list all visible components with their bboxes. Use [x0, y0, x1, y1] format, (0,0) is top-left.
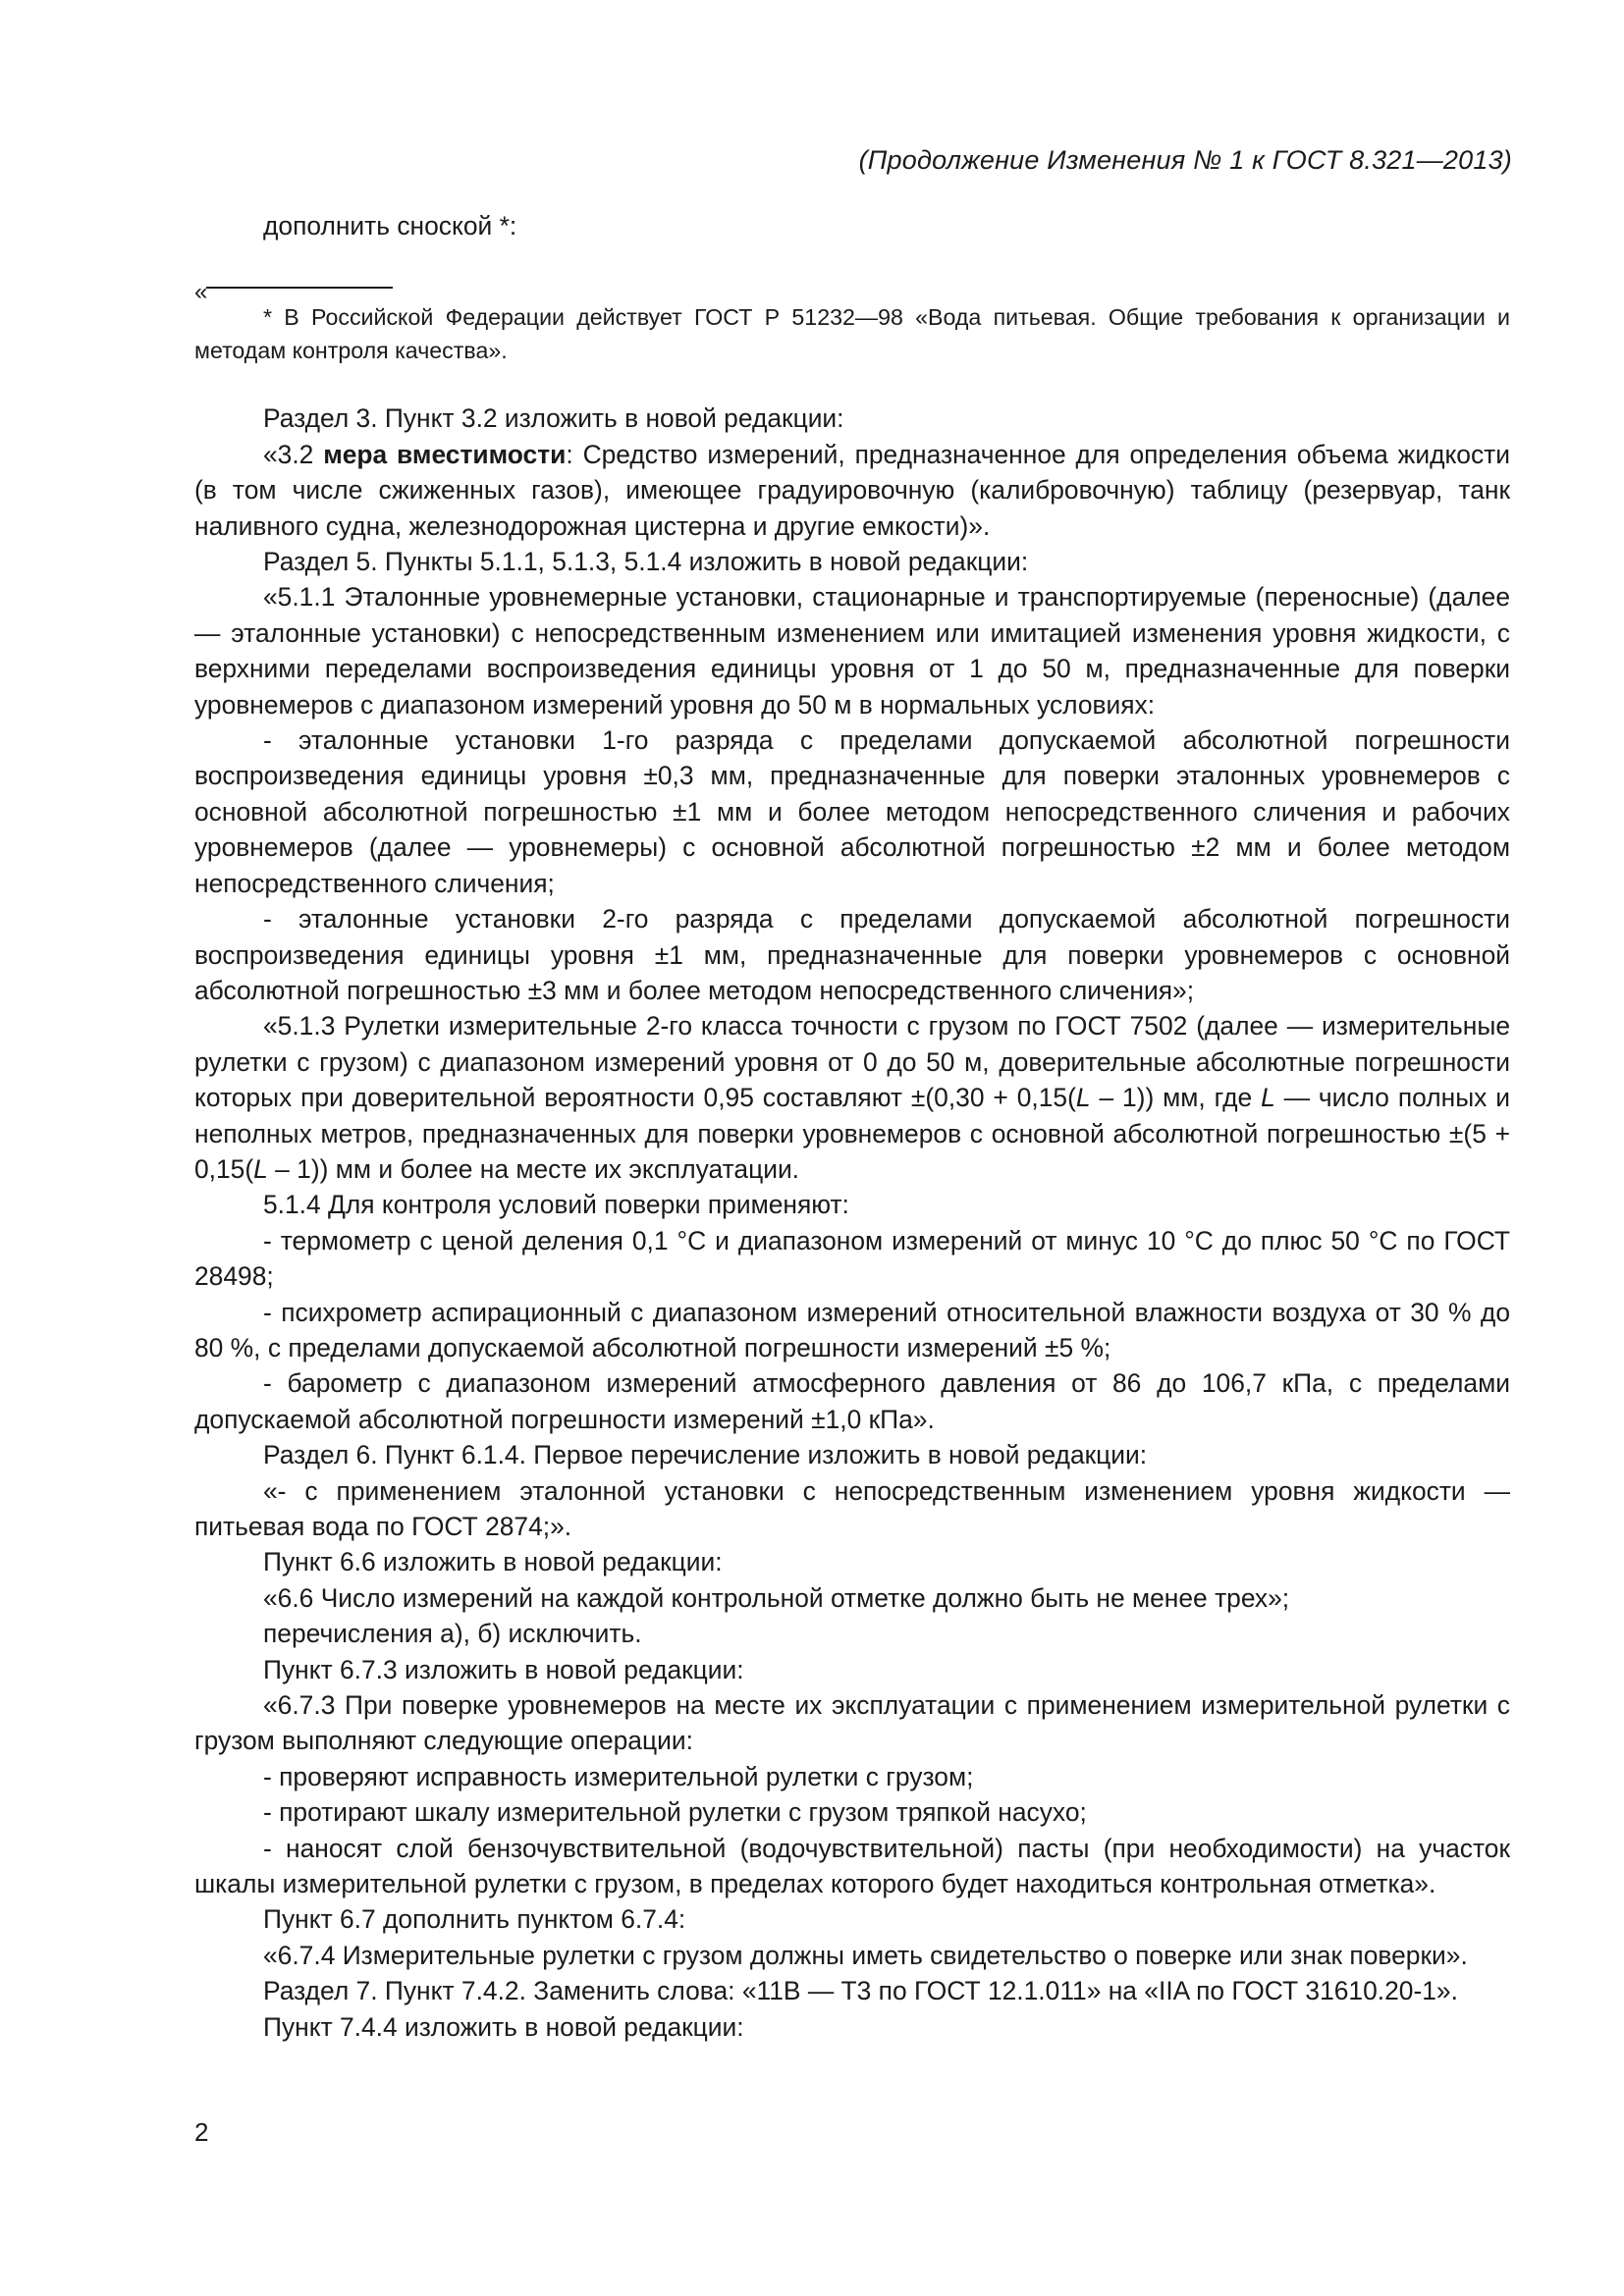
variable-l: L: [1075, 1083, 1091, 1113]
paragraph: Раздел 5. Пункты 5.1.1, 5.1.3, 5.1.4 изложить в новой редакции:: [263, 547, 1029, 577]
text-segment: — число полных и неполных метров, предназначенных для поверки уровнемеров с основной абсолютной погрешностью ±(5 + 0,15(: [194, 1083, 1511, 1184]
text-segment: – 1)) мм и более на месте их эксплуатации.: [267, 1153, 800, 1184]
paragraph: - термометр с ценой деления 0,1 °С и диапазоном измерений от минус 10 °С до плюс 50 °С по ГОСТ 28498;: [194, 1225, 1510, 1292]
paragraph: Пункт 6.7 дополнить пунктом 6.7.4:: [263, 1904, 686, 1935]
paragraph: Пункт 7.4.4 изложить в новой редакции:: [263, 2011, 744, 2042]
paragraph: - наносят слой бензочувствительной (водочувствительной) пасты (при необходимости) на участок шкалы измерительной рулетки с грузом, в пределах которого будет находиться контрольная отметка».: [194, 1833, 1510, 1899]
continuation-header: (Продолжение Изменения № 1 к ГОСТ 8.321—2013): [858, 145, 1512, 175]
paragraph: «5.1.1 Эталонные уровнемерные установки, стационарные и транспортируемые (переносные) (далее — эталонные установки) с непосредственным изменением или имитацией изменения уровня жидкости, с верхними переделами воспроизведения единицы уровня от 1 до 50 м, предназначенные для поверки уровнемеров с диапазоном измерений уровня до 50 м в нормальных условиях:: [194, 582, 1510, 720]
footnote-rule: [206, 287, 393, 289]
paragraph-definition: [194, 437, 1510, 544]
variable-l: L: [253, 1153, 268, 1184]
paragraph: Раздел 3. Пункт 3.2 изложить в новой редакции:: [263, 403, 844, 434]
paragraph: Пункт 6.6 изложить в новой редакции:: [263, 1547, 723, 1577]
paragraph: «6.6 Число измерений на каждой контрольной отметке должно быть не менее трех»;: [263, 1582, 1290, 1613]
variable-l: L: [1261, 1083, 1275, 1113]
paragraph: - эталонные установки 2-го разряда с пределами допускаемой абсолютной погрешности воспроизведения единицы уровня ±1 мм, предназначенные для поверки уровнемеров с основной абсолютной погрешностью ±3 мм и более методом непосредственного сличения»;: [194, 904, 1510, 1005]
footnote-quote-mark: «: [194, 279, 208, 306]
page-number: 2: [194, 2117, 209, 2147]
definition-term: мера вместимости: [323, 439, 567, 469]
paragraph-formula: [194, 1008, 1510, 1187]
paragraph: - психрометр аспирационный с диапазоном измерений относительной влажности воздуха от 30 % до 80 %, с пределами допускаемой абсолютной погрешности измерений ±5 %;: [194, 1297, 1510, 1362]
paragraph: Пункт 6.7.3 изложить в новой редакции:: [263, 1654, 744, 1684]
paragraph: Раздел 6. Пункт 6.1.4. Первое перечисление изложить в новой редакции:: [263, 1440, 1148, 1470]
paragraph: «- с применением эталонной установки с непосредственным изменением уровня жидкости — питьевая вода по ГОСТ 2874;».: [194, 1475, 1510, 1541]
paragraph: «6.7.3 При поверке уровнемеров на месте их эксплуатации с применением измерительной рулетки с грузом выполняют следующие операции:: [194, 1690, 1510, 1756]
footnote-text: * В Российской Федерации действует ГОСТ Р 51232—98 «Вода питьевая. Общие требования к организации и методам контроля качества».: [194, 304, 1510, 364]
text-segment: – 1)) мм, где: [1090, 1083, 1262, 1113]
document-body: [194, 208, 1510, 2045]
paragraph: Раздел 7. Пункт 7.4.2. Заменить слова: «11В — Т3 по ГОСТ 12.1.011» на «IIA по ГОСТ 31610.20-1».: [263, 1976, 1458, 2006]
paragraph: «6.7.4 Измерительные рулетки с грузом должны иметь свидетельство о поверке или знак поверки».: [263, 1940, 1468, 1970]
paragraph: - проверяют исправность измерительной рулетки с грузом;: [263, 1761, 974, 1791]
footnote-block: [194, 279, 1510, 367]
paragraph: перечисления а), б) исключить.: [263, 1619, 642, 1649]
paragraph: 5.1.4 Для контроля условий поверки применяют:: [263, 1190, 849, 1220]
footnote-intro: дополнить сноской *:: [263, 211, 517, 240]
paragraph: - эталонные установки 1-го разряда с пределами допускаемой абсолютной погрешности воспроизведения единицы уровня ±0,3 мм, предназначенные для поверки эталонных уровнемеров с основной абсолютной погрешностью ±1 мм и более методом непосредственного сличения и рабочих уровнемеров (далее — уровнемеры) с основной абсолютной погрешностью ±2 мм и более методом непосредственного сличения;: [194, 725, 1510, 898]
text-segment: «5.1.3 Рулетки измерительные 2-го класса точности с грузом по ГОСТ 7502 (далее — измерительные рулетки с грузом) с диапазоном измерений уровня от 0 до 50 м, доверительные абсолютные погрешности которых при доверительной вероятности 0,95 составляют ±(0,30 + 0,15(: [194, 1011, 1510, 1113]
paragraph: - протирают шкалу измерительной рулетки с грузом тряпкой насухо;: [263, 1797, 1087, 1828]
definition-number: «3.2: [263, 439, 324, 469]
definition-text: : Средство измерений, предназначенное для определения объема жидкости (в том числе сжиженных газов), имеющее градуировочную (калибровочную) таблицу (резервуар, танк наливного судна, железнодорожная цистерна и другие емкости)».: [194, 439, 1511, 541]
paragraph: - барометр с диапазоном измерений атмосферного давления от 86 до 106,7 кПа, с пределами допускаемой абсолютной погрешности измерений ±1,0 кПа».: [194, 1368, 1510, 1434]
